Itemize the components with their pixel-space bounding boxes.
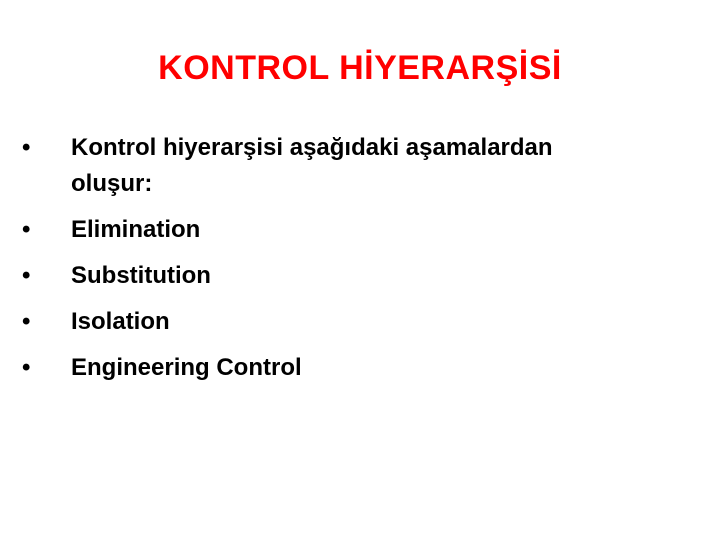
slide-title: KONTROL HİYERARŞİSİ <box>158 49 562 87</box>
bullet-dot-icon: • <box>22 308 31 335</box>
bullet-list <box>22 130 662 396</box>
bullet-text: Engineering Control <box>71 354 302 381</box>
bullet-text: Isolation <box>71 308 170 335</box>
bullet-text: Kontrol hiyerarşisi aşağıdaki aşamalardan oluşur: <box>71 134 553 197</box>
bullet-item <box>22 130 662 202</box>
bullet-dot-icon: • <box>22 134 31 161</box>
bullet-item <box>22 258 662 294</box>
bullet-item <box>22 212 662 248</box>
bullet-text: Substitution <box>71 262 211 289</box>
bullet-item <box>22 350 662 386</box>
bullet-text: Elimination <box>71 216 201 243</box>
bullet-dot-icon: • <box>22 216 31 243</box>
bullet-dot-icon: • <box>22 262 31 289</box>
bullet-dot-icon: • <box>22 354 31 381</box>
bullet-item <box>22 304 662 340</box>
